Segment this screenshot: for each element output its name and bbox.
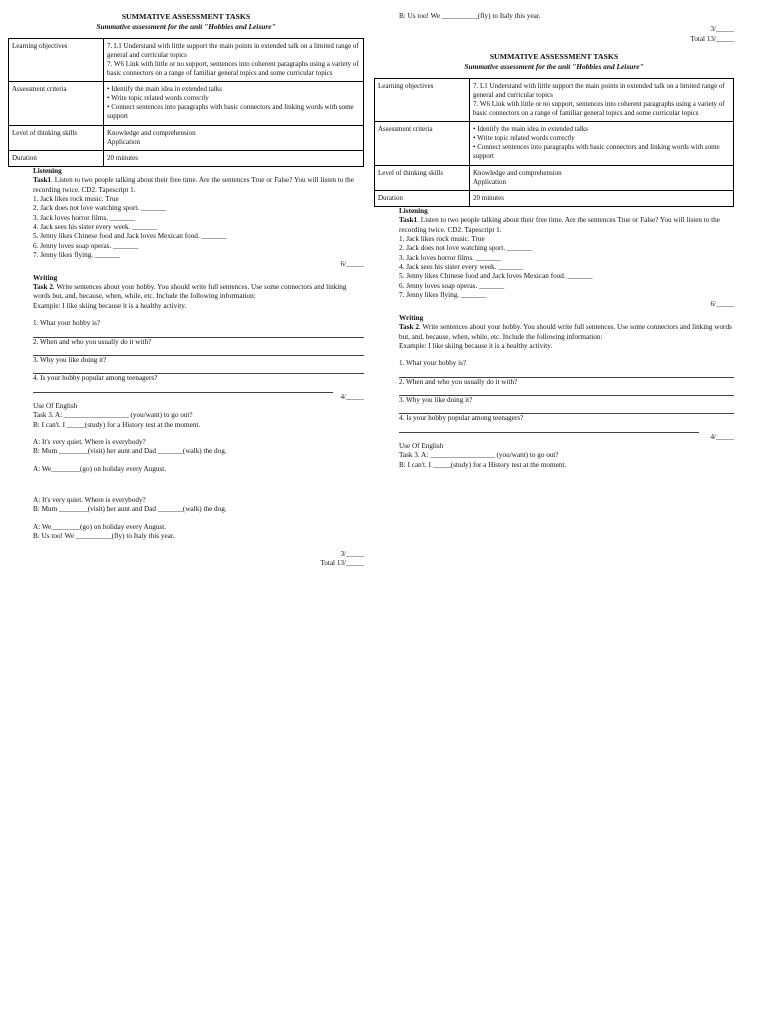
list-item: 4. Jack sees his sister every week. _______ — [33, 222, 158, 231]
right-page — [374, 12, 734, 470]
row-line: 7. L1 Understand with little support the main points in extended talk on a limited range of general and curricular topics — [473, 81, 725, 99]
row-value — [470, 78, 734, 121]
answer-line[interactable] — [33, 365, 364, 374]
table-row — [375, 190, 734, 206]
page-title: SUMMATIVE ASSESSMENT TASKS — [121, 12, 251, 21]
question: 2. When and who you usually do it with? — [399, 377, 518, 386]
row-line: Knowledge and comprehension — [107, 128, 196, 137]
dialogue-line: A: We________(go) on holiday every August. — [33, 522, 167, 531]
answer-line[interactable] — [399, 424, 699, 433]
dialogue-line: B: Mum ________(visit) her aunt and Dad _______(walk) the dog. — [33, 447, 227, 456]
row-label: Learning objectives — [375, 78, 470, 121]
row-value — [470, 122, 734, 165]
total-score[interactable]: Total 13/_____ — [320, 558, 364, 567]
answer-line[interactable] — [33, 347, 364, 356]
row-line: 7. W6 Link with little or no support, sentences into coherent paragraphs using a variety of basic connectors on a range of familiar general topics and some curricular topics — [473, 100, 725, 118]
writing-heading: Writing — [33, 273, 58, 282]
row-value — [104, 125, 364, 150]
row-value — [104, 38, 364, 81]
list-item: 2. Jack does not love watching sport. _______ — [399, 244, 533, 253]
row-line: 20 minutes — [473, 193, 504, 202]
question: 1. What your hobby is? — [33, 319, 101, 328]
row-label: Assessment criteria — [375, 122, 470, 165]
use-of-english-heading: Use Of English — [399, 442, 444, 451]
table-row — [375, 122, 734, 165]
row-value — [104, 82, 364, 125]
row-line: • Connect sentences into paragraphs with basic connectors and linking words with some support — [473, 143, 720, 161]
list-item: 2. Jack does not love watching sport. _______ — [33, 204, 167, 213]
listening-section — [8, 167, 364, 569]
task-line: Task 3. A: __________________ (you/want) to go out? — [33, 411, 193, 420]
listening-heading: Listening — [33, 166, 62, 175]
table-row — [9, 82, 364, 125]
row-line: Application — [473, 177, 507, 186]
total-score[interactable]: Total 13/_____ — [690, 34, 734, 43]
row-label: Level of thinking skills — [9, 125, 104, 150]
row-line: 7. W6 Link with little or no support, sentences into coherent paragraphs using a variety of basic connectors on a range of familiar general topics and some curricular topics — [107, 59, 359, 78]
answer-line[interactable] — [399, 387, 734, 396]
info-table — [374, 78, 734, 207]
row-value — [104, 150, 364, 166]
question: 3. Why you like doing it? — [399, 395, 473, 404]
dialogue-line: A: It's very quiet. Where is everybody? — [33, 496, 146, 505]
list-item: 6. Jenny loves soap operas. _______ — [33, 241, 139, 250]
score-field[interactable]: 4/_____ — [340, 392, 364, 401]
table-row — [375, 165, 734, 190]
row-label: Level of thinking skills — [375, 165, 470, 190]
row-label: Duration — [375, 190, 470, 206]
list-item: 5. Jenny likes Chinese food and Jack loves Mexican food. _______ — [399, 272, 593, 281]
row-line: Knowledge and comprehension — [473, 168, 562, 177]
dialogue-line: A: We________(go) on holiday every August. — [33, 464, 167, 473]
use-of-english-heading: Use Of English — [33, 401, 78, 410]
listening-instruction: Task1. Listen to two people talking about their free time. Are the sentences True or False? You will listen to the recording twice. CD2. Tapescript 1. — [33, 176, 354, 194]
writing-example: Example: I like skiing because it is a healthy activity. — [33, 301, 187, 310]
info-table — [8, 38, 364, 167]
row-line: • Connect sentences into paragraphs with basic connectors and linking words with some support — [107, 103, 354, 121]
score-field[interactable]: 4/_____ — [710, 432, 734, 441]
row-value — [470, 165, 734, 190]
page-title: SUMMATIVE ASSESSMENT TASKS — [489, 52, 619, 62]
writing-instruction: Task 2. Write sentences about your hobby. You should write full sentences. Use some connectors and linking words but, and, because, when, while, etc. Include the following information: — [399, 323, 732, 341]
row-label: Duration — [9, 150, 104, 166]
task-line: B: I can't. I _____(study) for a History test at the moment. — [33, 420, 201, 429]
writing-example: Example: I like skiing because it is a healthy activity. — [399, 341, 553, 350]
list-item: 5. Jenny likes Chinese food and Jack loves Mexican food. _______ — [33, 232, 227, 241]
question: 2. When and who you usually do it with? — [33, 337, 152, 346]
listening-instruction: Task1. Listen to two people talking about their free time. Are the sentences True or False? You will listen to the recording twice. CD2. Tapescript 1. — [399, 216, 720, 234]
score-field[interactable]: 3/_____ — [340, 549, 364, 558]
list-item: 1. Jack likes rock music. True — [399, 234, 485, 243]
dialogue-line: B: Us too! We __________(fly) to Italy this year. — [399, 12, 541, 20]
list-item: 4. Jack sees his sister every week. _______ — [399, 263, 524, 272]
score-field[interactable]: 3/_____ — [710, 25, 734, 34]
list-item: 7. Jenny likes flying. _______ — [33, 251, 121, 260]
row-line: 7. L1 Understand with little support the main points in extended talk on a limited range of general and curricular topics — [107, 41, 359, 59]
row-label: Learning objectives — [9, 38, 104, 81]
page-subtitle: Summative assessment for the unit "Hobbies and Leisure" — [464, 62, 644, 72]
row-line: Application — [107, 137, 141, 146]
answer-line[interactable] — [399, 405, 734, 414]
row-line: • Write topic related words correctly — [107, 94, 209, 103]
row-label: Assessment criteria — [9, 82, 104, 125]
list-item: 7. Jenny likes flying. _______ — [399, 291, 487, 300]
writing-heading: Writing — [399, 313, 424, 322]
score-field[interactable]: 6/_____ — [340, 260, 364, 269]
table-row — [9, 125, 364, 150]
list-item: 1. Jack likes rock music. True — [33, 194, 119, 203]
table-row — [9, 150, 364, 166]
writing-instruction: Task 2. Write sentences about your hobby. You should write full sentences. Use some connectors and linking words but, and, because, when, while, etc. Include the following information: — [33, 283, 347, 301]
row-line: • Identify the main idea in extended talks — [107, 85, 222, 94]
score-field[interactable]: 6/_____ — [710, 300, 734, 309]
list-item: 3. Jack loves horror films. _______ — [33, 213, 136, 222]
task-line: Task 3. A: __________________ (you/want) to go out? — [399, 451, 559, 460]
task-line: B: I can't. I _____(study) for a History test at the moment. — [399, 460, 567, 469]
listening-heading: Listening — [399, 206, 428, 215]
dialogue-line: A: It's very quiet. Where is everybody? — [33, 438, 146, 447]
row-line: • Write topic related words correctly — [473, 134, 575, 143]
dialogue-line: B: Us too! We __________(fly) to Italy this year. — [33, 532, 175, 541]
list-item: 6. Jenny loves soap operas. _______ — [399, 281, 505, 290]
answer-line[interactable] — [33, 329, 364, 338]
row-line: 20 minutes — [107, 153, 138, 162]
dialogue-line: B: Mum ________(visit) her aunt and Dad _______(walk) the dog. — [33, 505, 227, 514]
row-value — [470, 190, 734, 206]
list-item: 3. Jack loves horror films. _______ — [399, 253, 502, 262]
page-subtitle: Summative assessment for the unit "Hobbies and Leisure" — [96, 22, 276, 32]
row-line: • Identify the main idea in extended talks — [473, 125, 588, 134]
question: 3. Why you like doing it? — [33, 355, 107, 364]
answer-line[interactable] — [399, 369, 734, 378]
question: 4. Is your hobby popular among teenagers? — [399, 414, 524, 423]
table-row — [9, 38, 364, 81]
question: 1. What your hobby is? — [399, 359, 467, 368]
answer-line[interactable] — [33, 384, 333, 393]
left-page — [8, 12, 364, 568]
question: 4. Is your hobby popular among teenagers? — [33, 374, 158, 383]
table-row — [375, 78, 734, 121]
listening-section — [374, 207, 734, 470]
